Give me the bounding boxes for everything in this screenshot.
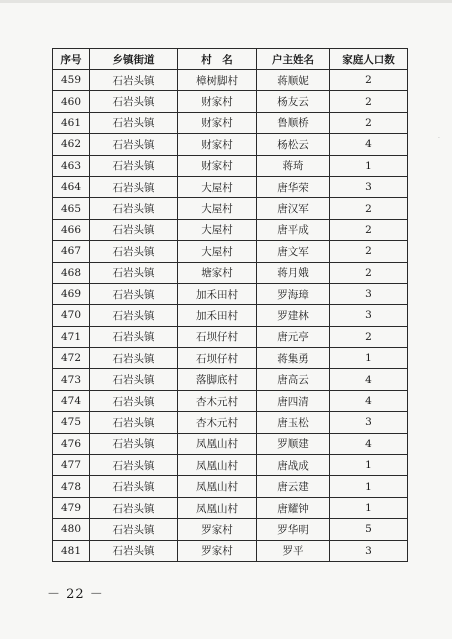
page-top-edge [0, 0, 452, 3]
cell-village: 大屋村 [178, 198, 257, 219]
cell-township: 石岩头镇 [90, 176, 178, 197]
cell-household-size: 2 [330, 198, 408, 219]
cell-householder-name: 罗建林 [257, 305, 330, 326]
cell-village: 凤凰山村 [178, 476, 257, 497]
cell-householder-name: 唐高云 [257, 369, 330, 390]
cell-household-size: 2 [330, 70, 408, 91]
table-row [53, 219, 408, 240]
cell-village: 罗家村 [178, 540, 257, 561]
cell-household-size: 5 [330, 519, 408, 540]
table-row [53, 283, 408, 304]
cell-householder-name: 唐四清 [257, 390, 330, 411]
cell-township: 石岩头镇 [90, 70, 178, 91]
table-row [53, 241, 408, 262]
table-header [53, 49, 408, 70]
cell-household-size: 4 [330, 433, 408, 454]
cell-householder-name: 蒋集勇 [257, 348, 330, 369]
cell-householder-name: 罗华明 [257, 519, 330, 540]
cell-serial-number: 481 [53, 540, 90, 561]
table-row [53, 155, 408, 176]
cell-householder-name: 鲁顺桥 [257, 112, 330, 133]
cell-household-size: 1 [330, 455, 408, 476]
cell-village: 大屋村 [178, 219, 257, 240]
cell-township: 石岩头镇 [90, 305, 178, 326]
table-row [53, 412, 408, 433]
cell-serial-number: 474 [53, 390, 90, 411]
cell-township: 石岩头镇 [90, 519, 178, 540]
table-row [53, 176, 408, 197]
cell-household-size: 3 [330, 540, 408, 561]
cell-township: 石岩头镇 [90, 112, 178, 133]
cell-serial-number: 471 [53, 326, 90, 347]
cell-serial-number: 467 [53, 241, 90, 262]
cell-township: 石岩头镇 [90, 540, 178, 561]
table-row [53, 305, 408, 326]
cell-township: 石岩头镇 [90, 241, 178, 262]
cell-township: 石岩头镇 [90, 433, 178, 454]
cell-serial-number: 480 [53, 519, 90, 540]
cell-serial-number: 461 [53, 112, 90, 133]
cell-household-size: 3 [330, 283, 408, 304]
cell-village: 财家村 [178, 155, 257, 176]
cell-householder-name: 罗平 [257, 540, 330, 561]
page-number: － 22 － [47, 587, 104, 602]
table-row [53, 390, 408, 411]
cell-township: 石岩头镇 [90, 476, 178, 497]
cell-village: 杏木元村 [178, 390, 257, 411]
header-township: 乡镇街道 [90, 49, 178, 70]
cell-serial-number: 462 [53, 134, 90, 155]
cell-serial-number: 473 [53, 369, 90, 390]
cell-household-size: 1 [330, 497, 408, 518]
cell-serial-number: 459 [53, 70, 90, 91]
cell-householder-name: 唐平成 [257, 219, 330, 240]
cell-serial-number: 463 [53, 155, 90, 176]
table-header-row [53, 49, 408, 70]
cell-township: 石岩头镇 [90, 283, 178, 304]
table-row [53, 433, 408, 454]
cell-village: 财家村 [178, 112, 257, 133]
cell-household-size: 1 [330, 155, 408, 176]
cell-household-size: 4 [330, 390, 408, 411]
cell-village: 凤凰山村 [178, 455, 257, 476]
cell-township: 石岩头镇 [90, 497, 178, 518]
cell-serial-number: 470 [53, 305, 90, 326]
cell-serial-number: 472 [53, 348, 90, 369]
cell-household-size: 2 [330, 219, 408, 240]
cell-township: 石岩头镇 [90, 348, 178, 369]
cell-householder-name: 罗海璋 [257, 283, 330, 304]
header-householder-name: 户主姓名 [257, 49, 330, 70]
table-row [53, 198, 408, 219]
cell-household-size: 4 [330, 134, 408, 155]
table-row [53, 70, 408, 91]
cell-serial-number: 465 [53, 198, 90, 219]
cell-householder-name: 杨松云 [257, 134, 330, 155]
cell-household-size: 3 [330, 412, 408, 433]
cell-village: 罗家村 [178, 519, 257, 540]
cell-village: 财家村 [178, 91, 257, 112]
cell-serial-number: 479 [53, 497, 90, 518]
cell-township: 石岩头镇 [90, 369, 178, 390]
cell-householder-name: 唐文军 [257, 241, 330, 262]
cell-householder-name: 蒋顺妮 [257, 70, 330, 91]
cell-village: 塘家村 [178, 262, 257, 283]
cell-household-size: 1 [330, 476, 408, 497]
cell-householder-name: 唐耀钟 [257, 497, 330, 518]
cell-serial-number: 475 [53, 412, 90, 433]
header-serial-number: 序号 [53, 49, 90, 70]
cell-township: 石岩头镇 [90, 455, 178, 476]
cell-serial-number: 477 [53, 455, 90, 476]
cell-village: 凤凰山村 [178, 433, 257, 454]
cell-household-size: 2 [330, 262, 408, 283]
cell-householder-name: 唐云建 [257, 476, 330, 497]
cell-township: 石岩头镇 [90, 326, 178, 347]
cell-township: 石岩头镇 [90, 390, 178, 411]
cell-householder-name: 唐华荣 [257, 176, 330, 197]
cell-householder-name: 蒋琦 [257, 155, 330, 176]
table-row [53, 348, 408, 369]
cell-serial-number: 468 [53, 262, 90, 283]
cell-serial-number: 460 [53, 91, 90, 112]
table-row [53, 262, 408, 283]
cell-household-size: 3 [330, 305, 408, 326]
cell-village: 加禾田村 [178, 305, 257, 326]
cell-township: 石岩头镇 [90, 134, 178, 155]
cell-household-size: 2 [330, 91, 408, 112]
cell-township: 石岩头镇 [90, 219, 178, 240]
cell-village: 凤凰山村 [178, 497, 257, 518]
table-row [53, 497, 408, 518]
cell-householder-name: 唐汉军 [257, 198, 330, 219]
cell-village: 樟树脚村 [178, 70, 257, 91]
cell-household-size: 2 [330, 112, 408, 133]
cell-village: 杏木元村 [178, 412, 257, 433]
cell-household-size: 1 [330, 348, 408, 369]
cell-village: 加禾田村 [178, 283, 257, 304]
household-table [52, 48, 408, 562]
table-row [53, 134, 408, 155]
cell-householder-name: 唐玉松 [257, 412, 330, 433]
cell-village: 落脚底村 [178, 369, 257, 390]
cell-serial-number: 478 [53, 476, 90, 497]
cell-serial-number: 476 [53, 433, 90, 454]
cell-village: 大屋村 [178, 176, 257, 197]
cell-serial-number: 464 [53, 176, 90, 197]
cell-village: 财家村 [178, 134, 257, 155]
cell-township: 石岩头镇 [90, 262, 178, 283]
cell-householder-name: 蒋月娥 [257, 262, 330, 283]
cell-householder-name: 杨友云 [257, 91, 330, 112]
cell-householder-name: 罗顺建 [257, 433, 330, 454]
cell-householder-name: 唐战成 [257, 455, 330, 476]
cell-serial-number: 469 [53, 283, 90, 304]
table-row [53, 112, 408, 133]
table-row [53, 455, 408, 476]
table-body [53, 70, 408, 562]
table-row [53, 369, 408, 390]
cell-village: 石坝仔村 [178, 348, 257, 369]
table-row [53, 540, 408, 561]
cell-household-size: 4 [330, 369, 408, 390]
cell-township: 石岩头镇 [90, 91, 178, 112]
cell-township: 石岩头镇 [90, 155, 178, 176]
cell-household-size: 3 [330, 176, 408, 197]
cell-village: 石坝仔村 [178, 326, 257, 347]
cell-household-size: 2 [330, 326, 408, 347]
cell-serial-number: 466 [53, 219, 90, 240]
cell-township: 石岩头镇 [90, 198, 178, 219]
cell-village: 大屋村 [178, 241, 257, 262]
table-row [53, 476, 408, 497]
cell-householder-name: 唐元亭 [257, 326, 330, 347]
cell-township: 石岩头镇 [90, 412, 178, 433]
table-row [53, 326, 408, 347]
header-village: 村 名 [178, 49, 257, 70]
scan-mark: · [438, 135, 440, 142]
cell-household-size: 2 [330, 241, 408, 262]
header-household-size: 家庭人口数 [330, 49, 408, 70]
table-row [53, 91, 408, 112]
table-row [53, 519, 408, 540]
